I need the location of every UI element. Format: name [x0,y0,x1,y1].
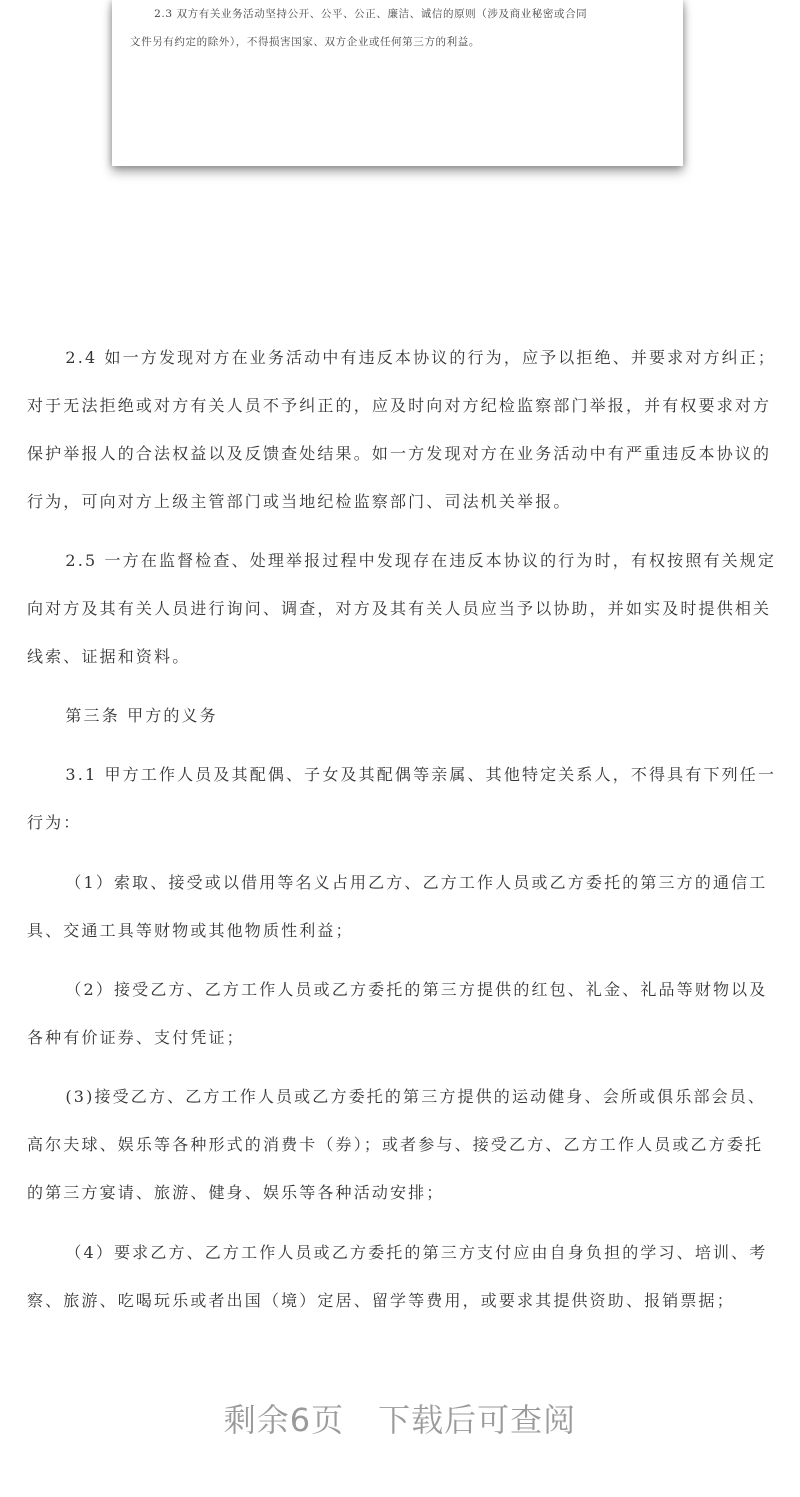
paragraph-line: 2.5 一方在监督检查、处理举报过程中发现存在违反本协议的行为时，有权按照有关规定 [65,551,777,570]
paragraph-line: （1）索取、接受或以借用等名义占用乙方、乙方工作人员或乙方委托的第三方的通信工 [65,873,768,892]
paragraph-line: (3)接受乙方、乙方工作人员或乙方委托的第三方提供的运动健身、会所或俱乐部会员、 [65,1087,767,1106]
paragraph-line: 行为： [27,813,82,832]
download-to-view-text: 下载后可查阅 [378,1401,577,1439]
paragraph-line: 2.4 如一方发现对方在业务活动中有违反本协议的行为，应予以拒绝、并要求对方纠正； [65,348,777,367]
preview-line-1: 2.3 双方有关业务活动坚持公开、公平、公正、廉洁、诚信的原则（涉及商业秘密或合同 [154,8,588,20]
paragraph-line: 向对方及其有关人员进行询问、调查，对方及其有关人员应当予以协助，并如实及时提供相关 [27,599,772,618]
list-item-4 [27,1229,775,1325]
download-prompt[interactable] [0,1395,800,1441]
remaining-pages-text: 剩余6页 [223,1401,345,1439]
paragraph-line: 对于无法拒绝或对方有关人员不予纠正的，应及时向对方纪检监察部门举报，并有权要求对方 [27,396,772,415]
paragraph-line: 线索、证据和资料。 [27,647,191,666]
paragraph-2-5 [27,537,775,681]
list-item-1 [27,859,775,955]
paragraph-3-1 [27,751,775,847]
paragraph-line: 3.1 甲方工作人员及其配偶、子女及其配偶等亲属、其他特定关系人，不得具有下列任一 [65,765,777,784]
paragraph-line: 的第三方宴请、旅游、健身、娱乐等各种活动安排； [27,1183,445,1202]
section-heading-3: 第三条 甲方的义务 [65,706,218,725]
paragraph-line: 行为，可向对方上级主管部门或当地纪检监察部门、司法机关举报。 [27,492,572,511]
list-item-2 [27,966,775,1062]
paragraph-2-4 [27,334,775,526]
paragraph-line: 保护举报人的合法权益以及反馈查处结果。如一方发现对方在业务活动中有严重违反本协议的 [27,444,772,463]
paragraph-line: 各种有价证券、支付凭证； [27,1028,245,1047]
paragraph-line: 察、旅游、吃喝玩乐或者出国（境）定居、留学等费用，或要求其提供资助、报销票据； [27,1291,735,1310]
preview-line-2: 文件另有约定的除外），不得损害国家、双方企业或任何第三方的利益。 [130,36,480,48]
preview-text [130,0,665,56]
page-preview-card [112,0,683,166]
paragraph-line: 高尔夫球、娱乐等各种形式的消费卡（券）；或者参与、接受乙方、乙方工作人员或乙方委托 [27,1135,764,1154]
paragraph-line: 具、交通工具等财物或其他物质性利益； [27,921,354,940]
paragraph-line: （4）要求乙方、乙方工作人员或乙方委托的第三方支付应由自身负担的学习、培训、考 [65,1243,768,1262]
paragraph-line: （2）接受乙方、乙方工作人员或乙方委托的第三方提供的红包、礼金、礼品等财物以及 [65,980,768,999]
list-item-3 [27,1073,775,1217]
